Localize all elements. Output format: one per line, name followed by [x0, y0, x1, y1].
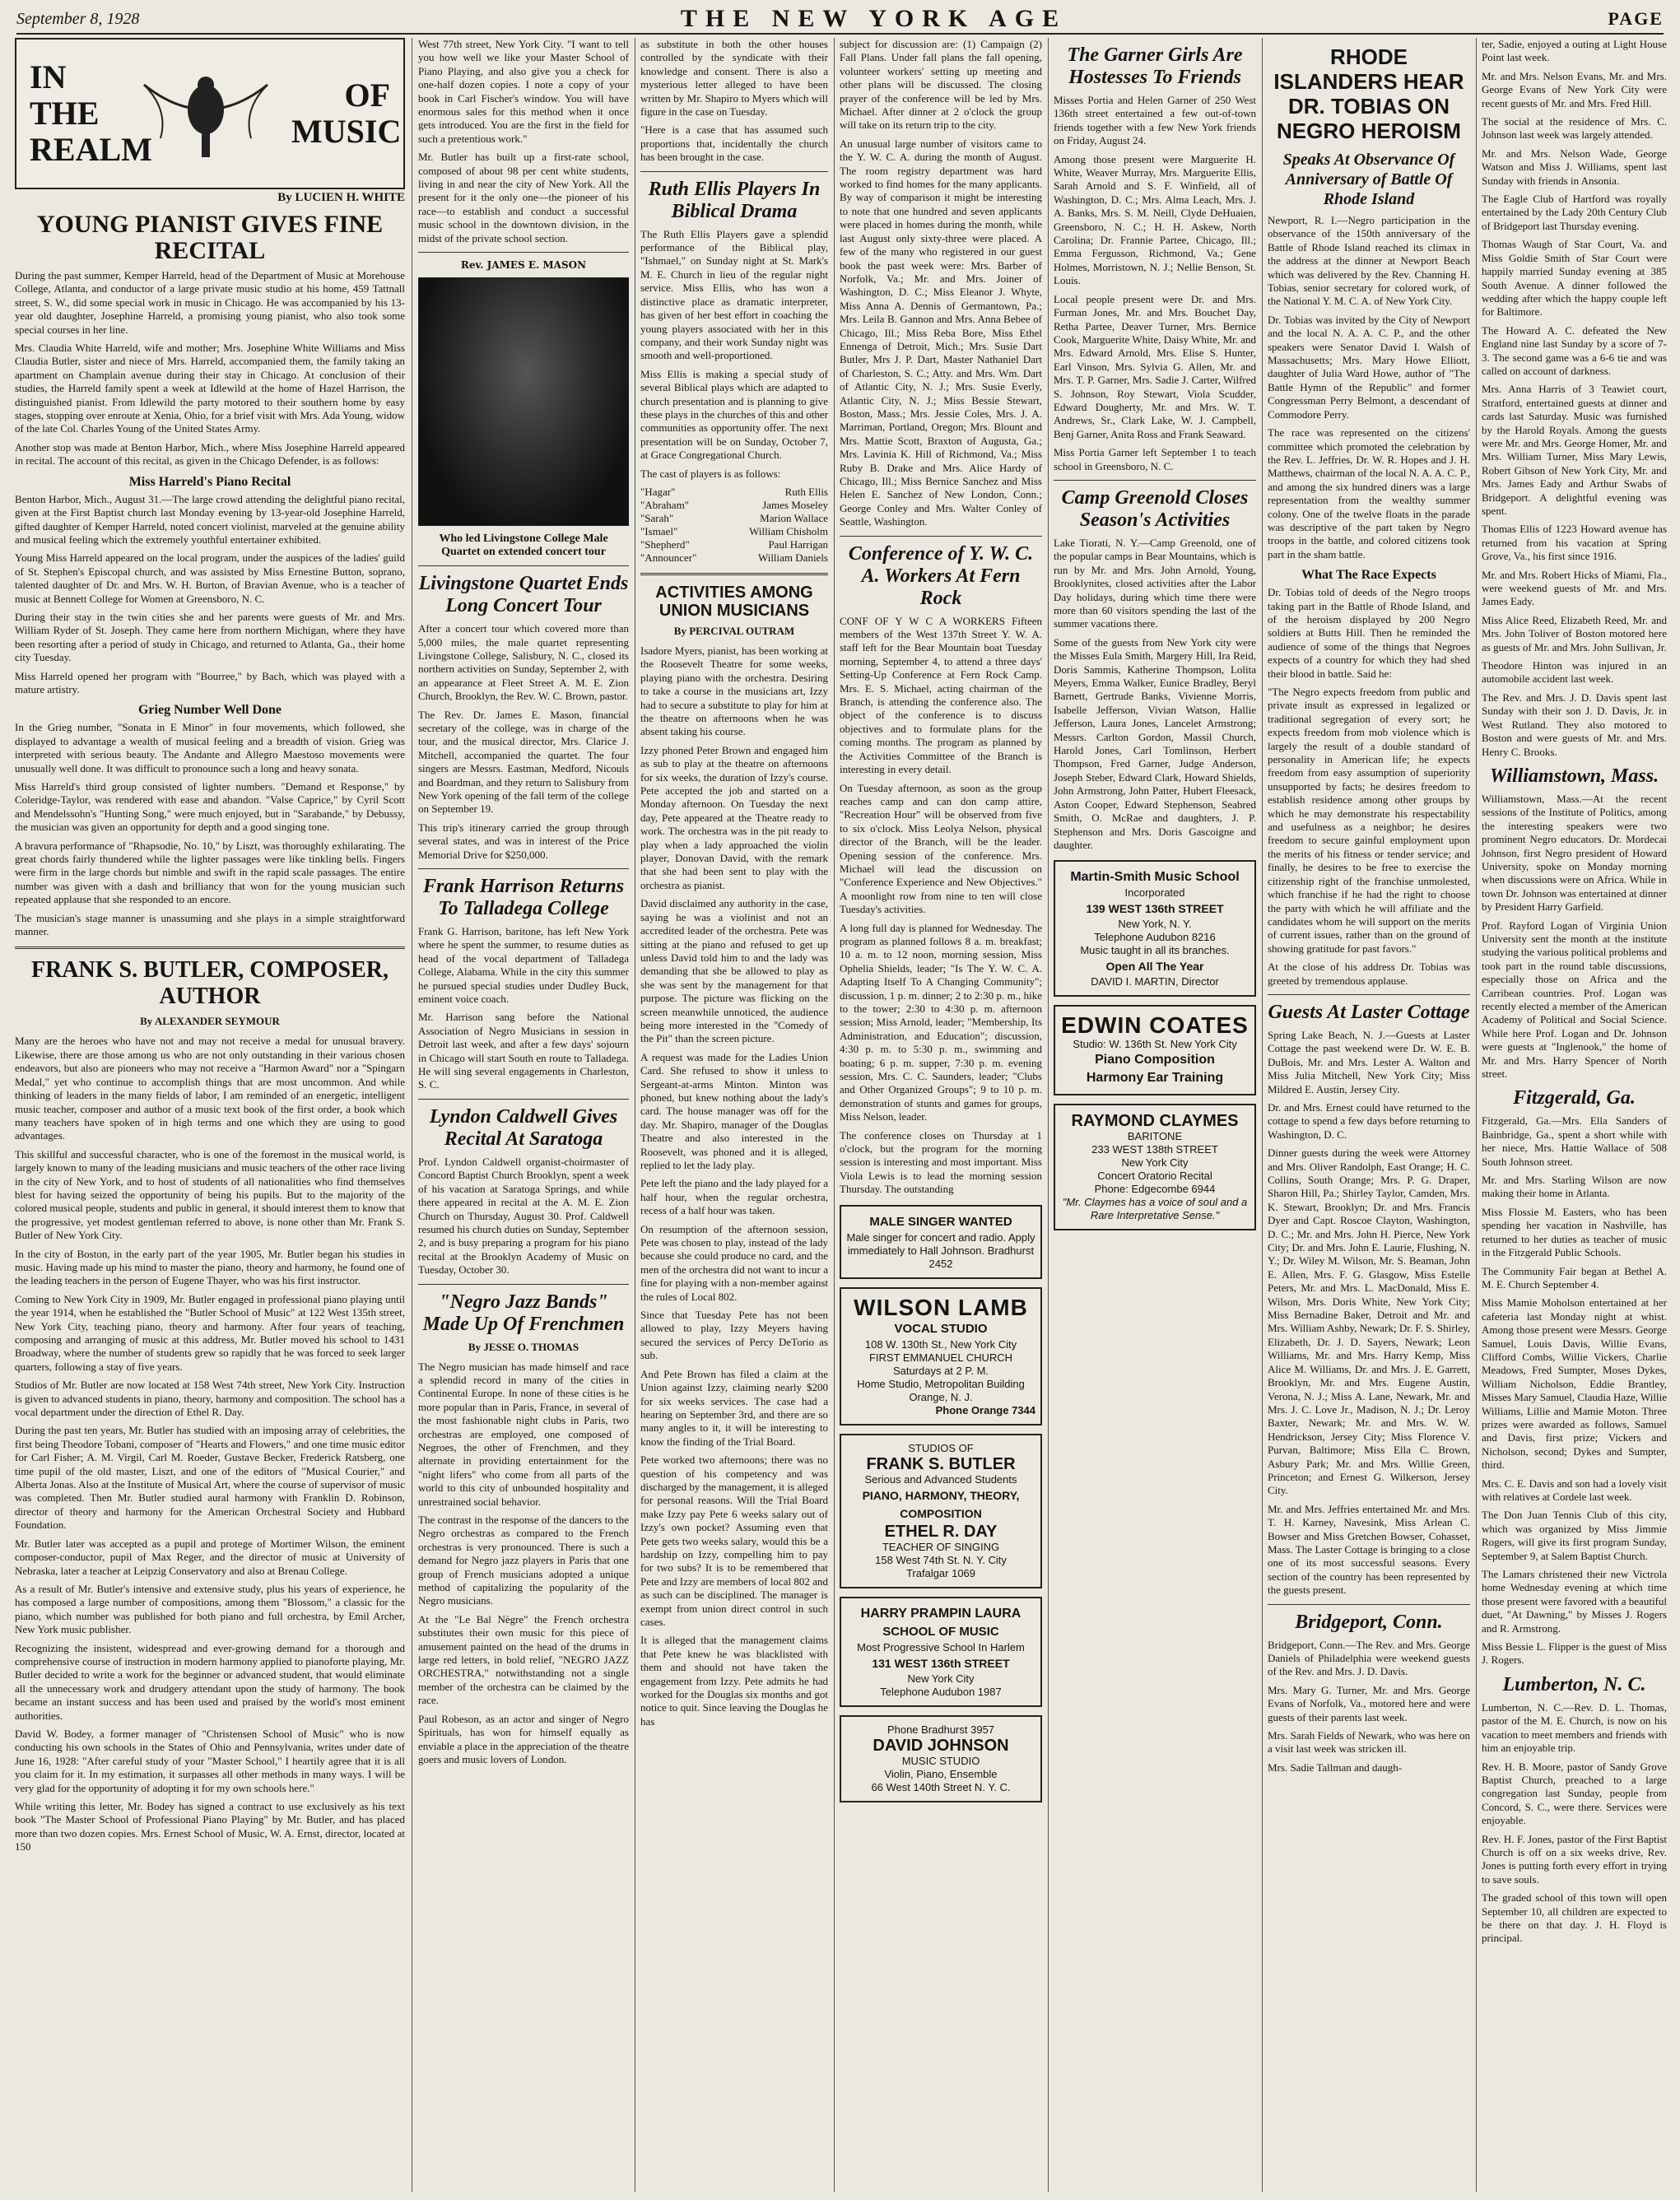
paragraph: Miss Portia Garner left September 1 to teach school in Greensboro, N. C. — [1054, 446, 1256, 472]
player: James Moseley — [762, 498, 828, 511]
paragraph: "Here is a case that has assumed such proportions that, incidentally the church has been brought in the case. — [640, 123, 828, 164]
paragraph: David W. Bodey, a former manager of "Christensen School of Music" who is now conducting his own schools in the States of Ohio and Pennsylvania, writes under date of June 16, 1928: "After careful study of your "Master School," I heartily agree that it is all you claim for it. In my estimation, it surpasses all other methods in many ways. I will be very glad for the opportunity of adopting it for my own schools here." — [15, 1727, 405, 1794]
role: "Announcer" — [640, 551, 697, 564]
divider — [418, 868, 629, 869]
divider — [418, 1099, 629, 1100]
headline: Bridgeport, Conn. — [1295, 1611, 1443, 1633]
role: "Ismael" — [640, 524, 678, 537]
byline: By ALEXANDER SEYMOUR — [140, 1015, 280, 1028]
role: "Sarah" — [640, 511, 674, 524]
ad-prampin — [840, 1597, 1042, 1707]
paragraph: Misses Portia and Helen Garner of 250 West 136th street entertained a few out-of-town friends together with a few New York friends on Friday, August 24. — [1054, 94, 1256, 147]
ad-line: ETHEL R. DAY — [884, 1522, 998, 1541]
ad-title: MALE SINGER WANTED — [869, 1214, 1012, 1229]
column-6 — [1268, 38, 1470, 2192]
paragraph: At the "Le Bal Nègre" the French orchestra substitutes their own music for this piece of amusement painted on the head of the drums in large red letters, in bold relief, "NEGRO JAZZ ORCHESTRA," notwithstanding not a single member of the orchestra can be claimed by the race. — [418, 1612, 629, 1707]
ad-line: 233 WEST 138th STREET — [1091, 1143, 1218, 1156]
player: Paul Harrigan — [768, 537, 828, 551]
ad-frank-butler — [840, 1434, 1042, 1588]
paragraph: The Community Fair began at Bethel A. M. E. Church September 4. — [1482, 1264, 1667, 1291]
headline: Livingstone Quartet Ends Long Concert Tour — [418, 573, 629, 617]
paragraph: Miss Harreld's third group consisted of lighter numbers. "Demand et Response," by Coleridge-Taylor, was rendered with ease and abandon. "Valse Caprice," by Cyril Scott and Mendelssohn's "Hunting Song," were much enjoyed, but in "Sarabande," by Debussy, the musician was given an opportunity for depth and a good singing tone. — [15, 780, 405, 834]
byline: By LUCIEN H. WHITE — [277, 191, 405, 204]
headline: Conference of Y. W. C. A. Workers At Fern Rock — [848, 542, 1034, 609]
paragraph: as substitute in both the other houses controlled by the syndicate with their knowledge and consent. There is also a mysterious letter alleged to have been written by Mr. Shapiro to Myers which will figure in the case on Tuesday. — [640, 38, 828, 119]
ad-line: Concert Oratorio Recital — [1097, 1170, 1212, 1183]
headline: The Garner Girls Are Hostesses To Friends — [1067, 44, 1243, 88]
paragraph: Mr. Harrison sang before the National Association of Negro Musicians in session in Detroit last week, and after a few days' sojourn in Chicago will start South en route to Talladega. He will sing several engagements in Charleston, S. C. — [418, 1011, 629, 1091]
paragraph: Mrs. Claudia White Harreld, wife and mother; Mrs. Josephine White Williams and Miss Claudia Butler, sister and niece of Mrs. Harreld, accompanied them, the family taking an apartment on Champlain avenue during their stay in Chicago. At conclusion of their studies, the Harreld family spent a week at Idlewild at the home of Hazel Harrison, the distinguished pianist. From Idlewild the party motored to their southern home by easy stages, stopping over enroute at Xenia, Ohio, for a brief visit with Mrs. Ada Young, widow of the late Col. Charles Young of the United States Army. — [15, 342, 405, 435]
paragraph: The contrast in the response of the dancers to the Negro orchestras as compared to the French orchestras is very pronounced. There is such a demand for Negro jazz players in Paris that one group of French musicians adopted a unique method of capitalizing the popularity of the Negro musicians. — [418, 1514, 629, 1607]
divider — [640, 171, 828, 172]
paragraph: During the past ten years, Mr. Butler has studied with an imposing array of celebrities, the first being Theodore Tobani, composer of "Hearts and Flowers," and one time music editor for Carl Fisher; A. M. Virgil, Carl M. Roeder, Gustave Becker, Frederick Ratsberg, one time pupil of the old master, Liszt, and one of the editors of "Musical Courier," and Alberta Jonas. Also at the Institute of Musical Art, where the course of supervisor of music was completed. Then Mr. Butler studied aural harmony with Franklin D. Robinson, director of theory and harmony for the American Orchestral Society and Hubbard Foundation. — [15, 1424, 405, 1532]
paragraph: After a concert tour which covered more than 5,000 miles, the male quartet representing Livingstone College, Salisbury, N. C., closed its northern activities on Sunday, September 2, with an appearance at Fleet Street A. M. E. Zion Church, Brooklyn, the Rev. W. C. Brown, pastor. — [418, 622, 629, 703]
paragraph: The social at the residence of Mrs. C. Johnson last week was largely attended. — [1482, 115, 1667, 142]
ad-line: Saturdays at 2 P. M. — [892, 1364, 989, 1377]
ad-line: FIRST EMMANUEL CHURCH — [868, 1351, 1013, 1364]
headline: YOUNG PIANIST GIVES FINE RECITAL — [36, 211, 384, 264]
role: "Hagar" — [640, 485, 676, 498]
ad-line: STUDIOS OF — [908, 1441, 974, 1454]
column-7 — [1482, 38, 1667, 2192]
paragraph: Mrs. Sadie Tallman and daugh- — [1268, 1760, 1403, 1774]
paragraph: Mrs. Anna Harris of 3 Teawiet court, Stratford, entertained guests at dinner and cards last Saturday. Music was furnished by the Harold Royals. Among the guests were Mr. and Mrs. George Homer, Mr. and Mrs. William Turner, Miss Mary Lewis, Robert Gibson of New York City, Mr. and Mrs. James Eady and Arthur Swabs of Bridgeport. A delightful evening was spent. — [1482, 383, 1667, 517]
ad-line: MUSIC STUDIO — [901, 1754, 980, 1767]
player: William Daniels — [757, 551, 828, 564]
byline: By PERCIVAL OUTRAM — [673, 624, 795, 637]
column-2 — [418, 38, 629, 2192]
paragraph: Williamstown, Mass.—At the recent sessions of the Institute of Politics, among the interesting speakers were two prominent Negro educators. Dr. Mordecai Johnson, first Negro president of Howard University, spoke on Monday morning when discussions were on Africa. While in town Dr. Johnson was entertained at dinner by President Harry Garfield. — [1482, 792, 1667, 914]
ad-wilson-lamb — [840, 1287, 1042, 1426]
ad-text: Male singer for concert and radio. Apply immediately to Hall Johnson. Bradhurst 2452 — [846, 1230, 1035, 1270]
headline: Fitzgerald, Ga. — [1513, 1087, 1636, 1109]
paragraph: Studios of Mr. Butler are now located at 158 West 74th street, New York City. Instruction is given to advanced students in piano, theory, harmony and composition. The school has a vocal department under the direction of Ethel R. Day. — [15, 1379, 405, 1419]
paragraph: Paul Robeson, as an actor and singer of Negro Spirituals, has won for himself equally as enviable a place in the appreciation of the theatre goers and music lovers of London. — [418, 1712, 629, 1765]
paragraph: Dr. Tobias told of deeds of the Negro troops taking part in the Battle of Rhode Island, and of the heroism displayed by 200 Negro soldiers at Butts Hill. Then he reminded the audience of some of the things that Negroes expects of a country for which they had shed their blood in battle. Said he: — [1268, 586, 1470, 680]
subhead: What The Race Expects — [1301, 568, 1436, 583]
ad-title: DAVID JOHNSON — [873, 1736, 1009, 1755]
ad-line: New York City — [1121, 1156, 1189, 1170]
divider — [640, 573, 828, 575]
headline: Frank Harrison Returns To Talladega College — [422, 876, 625, 919]
music-column-banner — [15, 38, 405, 189]
paragraph: Since that Tuesday Pete has not been allowed to play, Izzy Meyers having secured the services of Percy DeTorio as sub. — [640, 1309, 828, 1362]
paragraph: A long full day is planned for Wednesday. The program as planned follows 8 a. m. breakfast; 10 a. m. to 12 noon, morning session, Miss Ophelia Shields, leader; "Is The Y. W. C. A. Adapting Itself To A Changing Community"; discussion, 1 p. m. dinner; 2 to 2:30 p. m., hike to the tower; 2:30 to 4:30 p. m. afternoon session; Miss Arnold, leader; "Membership, Its Administration, and Education"; discussion, 4:30 p. m. to 5:30 p. m., swimming and boating; 6 p. m. supper, 7:30 p. m. evening session, Mrs. C. C. Saunders, leader; "Clubs and Other Organized Groups"; 9 to 10 p. m. demonstration of stunts and games for groups, Miss Nelson, leader. — [840, 921, 1042, 1123]
paragraph: The race was represented on the citizens' committee which promoted the celebration by the Rev. L. Jeffries, Dr. W. R. Hopes and J. H. Matthews, chairman of the local N. A. A. C. P., and among the six hundred diners was a large representation from the wealthy summer colony. One of the twelve floats in the parade was descriptive of the part taken by Negro troops in the battle, and colored citizens took part in the sham battle. — [1268, 426, 1470, 560]
paragraph: Thomas Ellis of 1223 Howard avenue has returned from his vacation at Spring Grove, Va., his first since 1916. — [1482, 523, 1667, 563]
paragraph: Some of the guests from New York city were the Misses Eula Smith, Margery Hill, Ira Reid, Doris Sammis, Katherine Thompson, Lolita Meyers, Emma Walker, Eunice Bradley, Beryl Barnett, Gertrude Banks, Vivienne Morris, Isabelle Jefferson, Vivian Watson, Hallie Jefferson, Laura Jones, Lancelet Armstrong; Messrs. Carlton Gordon, Massil Church, Harold Jones, Carl Tomlinson, Herbert Thompson, Fred Garner, Judge Anderson, Joseph Steber, Edward Clark, Howard Shields, John Armstrong, John Patter, Hubert Fleesack, Aston Cooper, Edward Stephenson, Seabred Smith, O. McRae and daughters, J. P. Stephenson and Mrs. Doris Gascoigne and daughter. — [1054, 635, 1256, 851]
column-4 — [840, 38, 1042, 2192]
paragraph: As a result of Mr. Butler's intensive and extensive study, plus his years of experience, he has composed a large number of compositions, among them "Blossom," a classic for the piano, which number was published for both piano and full orchestra, by Emil Archer, New York music publisher. — [15, 1582, 405, 1636]
paragraph: Mr. and Mrs. Nelson Wade, George Watson and Miss J. Williams, spent last Sunday with friends in Ansonia. — [1482, 147, 1667, 187]
ad-line: Studio: W. 136th St. New York City — [1073, 1038, 1237, 1051]
subhead: Grieg Number Well Done — [137, 703, 282, 718]
paragraph: Young Miss Harreld appeared on the local program, under the auspices of the ladies' guild of St. Stephen's Episcopal church, and was assisted by Miss Ernestine Button, soprano, talented daughter of Dr. and Mrs. W. H. Burton, of Bravian Avenue, who is a teacher of music at Bennett College for Women at Greensboro, N. C. — [15, 551, 405, 605]
headline: "Negro Jazz Bands" Made Up Of Frenchmen — [422, 1291, 625, 1335]
cast-row — [640, 486, 828, 499]
headline: Guests At Laster Cottage — [1268, 1001, 1470, 1023]
column-rule — [834, 38, 835, 2192]
divider — [1054, 480, 1256, 481]
paragraph: Benton Harbor, Mich., August 31.—The large crowd attending the delightful piano recital, given at the First Baptist church last Monday evening by 13-year-old Josephine Harreld, gifted daughter of Kemper Harreld, noted concert violinist, marveled at the genuine ability and musical feeling which the extremely youthful entertainer exhibited. — [15, 492, 405, 546]
headline: Camp Greenold Closes Season's Activities — [1061, 486, 1249, 531]
paragraph: This trip's itinerary carried the group through several states, and was in interest of the Price Memorial Drive for $250,000. — [418, 821, 629, 861]
paragraph: The cast of players is as follows: — [640, 467, 781, 480]
photo-name-label: Rev. JAMES E. MASON — [460, 259, 587, 272]
banner-right-text: OF MUSIC — [291, 77, 402, 150]
paragraph: Mrs. C. E. Davis and son had a lovely visit with relatives at Cordele last week. — [1482, 1477, 1667, 1503]
ad-title: Martin-Smith Music School — [1070, 870, 1240, 885]
column-rule — [1476, 38, 1477, 2192]
paragraph: Miss Harreld opened her program with "Bourree," by Bach, which was played with a mature artistry. — [15, 669, 405, 695]
cast-list — [640, 486, 828, 565]
photo-caption: Who led Livingstone College Male Quartet on extended concert tour — [439, 533, 608, 559]
column-rule — [1262, 38, 1263, 2192]
player: William Chisholm — [749, 524, 828, 537]
paragraph: Dr. and Mrs. Ernest could have returned to the cottage to spend a few days before returning to Washington, D. C. — [1268, 1100, 1470, 1141]
paragraph: Local people present were Dr. and Mrs. Furman Jones, Mr. and Mrs. Bouchet Day, Retha Partee, Deaver Turner, Mrs. Bernice Cook, Marguerite White, Daisy White, Mr. and Mrs. Edward Arnold, Mrs. Elise S. Hunter, Earl Vinson, Mrs. Sylvia G. Allen, Mr. and Mrs. T. P. Garner, Mrs. Sadie J. Carter, Wilfred S. Johnson, Roy Stewart, Viola Scudder, Edward Dougherty, Mr. and Mrs. W. T. Andrews, Sr., Clark Lake, W. J. Campbell, Benj Garner, Anita Ross and Frank Seaward. — [1054, 292, 1256, 440]
paragraph: Thomas Waugh of Star Court, Va. and Miss Goldie Smith of Star Court were happily married Sunday evening at 385 South Avenue. A dinner followed the wedding after which the happy couple left for Baltimore. — [1482, 238, 1667, 319]
paragraph: Among those present were Marguerite H. White, Weaver Murray, Mrs. Marguerite Ellis, Sarah Arnold and S. F. Winfield, all of Washington, D. C.; Mrs. Alma Leach, Mrs. J. A. Banks, Mrs. S. M. Neill, Clyde DeHuaien, Greensboro, N. C.; H. H. Askew, North Carolina; Dr. Frannie Partee, Chicago, Ill.; Emma Fergusson, Richmond, Va.; Gene Holmes, Morristown, N. J.; Nellie Benson, St. Louis. — [1054, 152, 1256, 287]
paragraph: Mr. and Mrs. Starling Wilson are now making their home in Atlanta. — [1482, 1174, 1667, 1200]
ad-line: DAVID I. MARTIN, Director — [1091, 975, 1219, 988]
paragraph: The Don Juan Tennis Club of this city, which was organized by Miss Jimmie Rogers, will give its first program Sunday, September 9, at Salem Baptist Church. — [1482, 1509, 1667, 1562]
ad-line: Piano Composition — [1095, 1053, 1215, 1067]
page-label: PAGE — [1608, 8, 1664, 29]
paragraph: Theodore Hinton was injured in an automobile accident last week. — [1482, 659, 1667, 686]
divider — [418, 1284, 629, 1285]
paragraph: A bravura performance of "Rhapsodie, No. 10," by Liszt, was thoroughly exhilarating. The great chords fairly thundered while the lighter passages were like tinkling bells. Fingers were firm in the large chords but nimble and swift in the rapid scale passages. The entire number was given with a dash and brilliancy that won for the young musician such repeated applause that she responded to an encore. — [15, 839, 405, 906]
issue-date: September 8, 1928 — [16, 9, 140, 28]
paragraph: Fitzgerald, Ga.—Mrs. Ella Sanders of Bainbridge, Ga., spent a short while with her niece, Mrs. Hattie Wallace of 508 South Johnson street. — [1482, 1114, 1667, 1168]
paragraph: Miss Ellis is making a special study of several Biblical plays which are adapted to church presentation and is planning to give these plays in the churches of this and other communities as opportunity offer. The next presentation will be on Sunday, October 7, at Grace Congregational Church. — [640, 367, 828, 462]
paragraph: The Ruth Ellis Players gave a splendid performance of the Biblical play, "Ishmael," on Sunday night at St. Mark's M. E. Church in lieu of the regular night service. Miss Ellis, who has won a distinctive place as dramatic interpreter, has given of her best effort in coaching the young players associated with her in this company, and their work Sunday night was smooth and well-proportioned. — [640, 227, 828, 362]
paragraph: Miss Mamie Moholson entertained at her cafeteria last Monday night at whist. Among those present were Messrs. George Samuel, Louis Davis, Willie Evans, Clifford Combs, Willie Vickers, Charlie Meadows, Fred Sumpter, Moses Dykes, William Nicholson, Eddie Brantley, Misses Mary Samuel, Claudia Haze, Willie Williams, Lillie and Mamie Moton. Three prizes were awarded as follows, Samuel and Davis, first prize; Vickers and Nicholson, second; Dykes and Sumpter, third. — [1482, 1296, 1667, 1472]
ad-martin-smith — [1054, 860, 1256, 997]
masthead — [16, 5, 1664, 35]
paragraph: An unusual large number of visitors came to the Y. W. C. A. during the month of August. The room registry department was hard worked to find homes for the many applicants. By way of comparison it might be interesting to note that one hundred and seven applicants were placed in homes during the month, while last August only sixty-three were placed. A few of the many who registered in our guest book the past week were: Mrs. Barber of Norfolk, Va.; Mr. and Mrs. Joiner of Washington, D. C.; Miss Eleanor J. Whyte, Miss Anna A. Dennis of Germantown, Pa.; Mrs. Leila B. Gannon and Mrs. Anna Bebee of Chicago, Ill.; Miss Reba Bore, Miss Ethel Ennenga of Detroit, Mich.; Mrs. Susie Dart Butler, Mrs J. P. Dart, Master Nathaniel Dart of Charleston, S. C.; Atty. and Mrs. Wm. Dart of Atlantic City, N. J.; Mrs. Susie Everly, Atlantic City, N. J.; Miss Bessie Stewart, Boston, Mass.; Mrs. Jessie Coles, Mrs. J. A. Marriman, Portland, Oregon; Mrs. Blount and Mrs. Mattie Scott, Braxton of Augusta, Ga.; Mrs. Lavinia K. Hill of Richmond, Va.; Miss Ruby B. Drake and Mrs. Alice Hardy of Chicago, Ill.; Miss Bernice Sanchez and Miss Helen E. Sanchez of New London, Conn.; George Conley and Mrs. Walter Conley of Seattle, Washington. — [840, 137, 1042, 528]
headline: FRANK S. BUTLER, COMPOSER, AUTHOR — [30, 957, 389, 1010]
paragraph: ter, Sadie, enjoyed a outing at Light House Point last week. — [1482, 38, 1667, 64]
paragraph: Dinner guests during the week were Attorney and Mrs. Oliver Randolph, East Orange; H. C. Collins, South Orange; Mrs. P. G. Draper, Sharon Hill, Pa.; Shirley Taylor, Camden, Mrs. K. Stewart, Brooklyn; Dr. and Mrs. Francis Dyer and Capt. Roscoe Clayton, Washington, D. C.; Mr. and Mrs. John H. Pierce, New York City; Dr. and Mrs. John E. Laurie, Flushing, N. Y.; Dr. Wiley M. Wilson, Mr. S. Beaman, John E. Allen, Mrs. F. G. Glasgow, Miss Estelle Peters, Mr. and Mrs. L. MacDonald, Miss E. Wilson, Mrs. Doris White, New York City; Miss Bernadine Baker, Detroit and Mr. and Mrs. William Ashby, Newark; Dr. F. S. Shirley, Elizabeth, Dr. J. D. Sayers, Newark; Leon Williams, Mr. and Mrs. Harry Kemp, Miss Alice M. Williams, Dr. and Mrs. J. E. Garrett, Brooklyn, Mr. and Mrs. Eugene Austin, Verona, N. J.; Miss A. Lane, Newark, Mr. and Mrs. J. C. Love Jr., Madison, N. J.; Dr. Leroy Baxter, Newark; Mr. and Mrs. W. W. Hendrickson, Jersey City; Miss Florence V. Purvan, Baltimore; Miss Ella C. Brown, Asbury Park; Mr. and Mrs. Willie Green, Princeton; and Ernest G. Wilkerson, Jersey City. — [1268, 1147, 1470, 1497]
cast-row — [640, 538, 828, 551]
paragraph: Recognizing the insistent, widespread and ever-growing demand for a thorough and comprehensive course of instruction in modern harmony applied to pianoforte playing, Mr. Butler decided to write a work for the beginner or advanced student, that would eliminate all the unnecessary work and drudgery attendant upon the study of harmony. The book became an instant success and has been used and praised by the world's most eminent authorities. — [15, 1641, 405, 1722]
paragraph: Newport, R. I.—Negro participation in the observance of the 150th anniversary of the Battle of Rhode Island reached its climax in the address at the dinner at Newport Beach which was delivered by the Rev. Channing H. Tobias, senior secretary for colored work, of the National Y. M. C. A. of New York City. — [1268, 214, 1470, 308]
headline: Speaks At Observance Of Anniversary of Battle Of Rhode Island — [1282, 151, 1455, 208]
paragraph: Mr. and Mrs. Jeffries entertained Mr. and Mrs. T. H. Karney, Navesink, Miss Arlean C. Bowser and Miss Gretchen Bowser, Cohasset, Mass. The Laster Cottage is bringing to a close one of its most successful seasons. Every section of the country has been represented by the guests present. — [1268, 1502, 1470, 1597]
paragraph: During the past summer, Kemper Harreld, head of the Department of Music at Morehouse College, Atlanta, and conductor of a large private music studio at his home, 459 Tattnall street, S. W., did some special work in music in Chicago. He was accompanied by his 13-year old daughter, Josephine Harreld, a promising young pianist, who also took some special courses in her line. — [15, 269, 405, 336]
paragraph: Prof. Rayford Logan of Virginia Union University sent the month at the institute studying the various political problems and took part in the round table discussions, especially those on Africa and the Carribean countries. Prof. Logan was recently elected a member of the American Academy of Political and Social Science. While here Prof. Logan and Dr. Johnson were guests at "Inglenook," the home of Mr. and Mrs. Harry Spencer of North street. — [1482, 919, 1667, 1081]
paragraph: This skillful and successful character, who is one of the foremost in the musical world, is largely known to many of the leading musicians and music teachers of the other race living in the city of New York, and to host of students of all nationalities who find themselves blest for having seized the opportunity of being his pupils. But to the majority of the colored musical people, students and public in general, it should interest them to know that the progressive, yet modest gentleman referred to above, is none other than Mr. Frank S. Butler of New York City. — [15, 1147, 405, 1242]
headline: ACTIVITIES AMONG UNION MUSICIANS — [655, 583, 813, 620]
paragraph: Rev. H. B. Moore, pastor of Sandy Grove Baptist Church, preached to a large congregation last Sunday, people from Concord, S. C., were there. Services were enjoyable. — [1482, 1760, 1667, 1827]
ad-line: New York, N. Y. — [1118, 918, 1192, 931]
paragraph: On Tuesday afternoon, as soon as the group reaches camp and can don camp attire, "Recreation Hour" will be observed from five to six o'clock. Miss Leolya Nelson, physical director of the Branch, will be the leader. Opening session of the conference. Mrs. Michael will lead the discussion on "Conference Experience and New Objectives." A moonlight row from nine to ten will close Tuesday's activities. — [840, 781, 1042, 916]
ad-line: PIANO, HARMONY, THEORY, COMPOSITION — [862, 1488, 1020, 1520]
paragraph: During their stay in the twin cities she and her parents were guests of Mr. and Mrs. William Ryder of St. Joseph. They came here from northern Michigan, where they have been resorting after a period of study in Chicago, and returned to Atlanta, Ga., their home city Tuesday. — [15, 610, 405, 664]
ad-line: Harmony Ear Training — [1086, 1071, 1224, 1086]
ad-line: "Mr. Claymes has a voice of soul and a Rare Interpretative Sense." — [1062, 1196, 1248, 1222]
subhead: Miss Harreld's Piano Recital — [128, 474, 291, 489]
paragraph: While writing this letter, Mr. Bodey has signed a contract to use exclusively as his text book "The Master School of Professional Piano Playing" by Mr. Butler, and has placed more than two dozen copies. Mrs. Ernest School of Music, W. A. Ernst, director, located at 150 — [15, 1800, 405, 1853]
paragraph: On resumption of the afternoon session, Pete was chosen to play, instead of the lady because she could produce no card, and the men of the orchestra did not want to incur a fine for playing with a non-member against the rules of Local 802. — [640, 1222, 828, 1303]
cast-row — [640, 551, 828, 565]
divider — [418, 252, 629, 253]
paragraph: Miss Bessie L. Flipper is the guest of Miss J. Rogers. — [1482, 1640, 1667, 1667]
paragraph: Mr. Butler has built up a first-rate school, composed of about 98 per cent white students, living in and near the city of New York. All the present for it the only one—the pioneer of his race—to establish and conduct a successful music school in the downtown division, in the midst of the private school section. — [418, 151, 629, 244]
paragraph: Coming to New York City in 1909, Mr. Butler engaged in professional piano playing until the year 1914, when he established the "Butler School of Music" at 122 West 135th street, New York City, teaching piano, theory and harmony. After four years of teaching, composing and arranging of music at this address, Mr. Butler moved his school to 1431 Broadway, where the number of students grew so rapidly that he was forced to seek larger quarters, following a stay of five years. — [15, 1292, 405, 1373]
role: "Abraham" — [640, 498, 689, 511]
paragraph: Another stop was made at Benton Harbor, Mich., where Miss Josephine Harreld appeared in recital. The account of this recital, as given in the Chicago Defender, is as follows: — [15, 440, 405, 467]
paragraph: The Lamars christened their new Victrola home Wednesday evening at which time those present were favored with a beautiful duet, "At Dawning," by Misses J. Rogers and R. Armstrong. — [1482, 1568, 1667, 1635]
column-rule — [1048, 38, 1049, 2192]
paragraph: And Pete Brown has filed a claim at the Union against Izzy, claiming nearly $200 for six weeks services. The case had a hearing on September 3rd, and there are so many angles to it, it will be interesting to know the finding of the Trial Board. — [640, 1367, 828, 1448]
cast-row — [640, 512, 828, 525]
paragraph: Bridgeport, Conn.—The Rev. and Mrs. George Daniels of Philadelphia were weekend guests of the Rev. and Mrs. J. D. Davis. — [1268, 1638, 1470, 1678]
paragraph: The graded school of this town will open September 10, all children are expected to be there on that day. J. H. Floyd is principal. — [1482, 1891, 1667, 1945]
column-1 — [15, 38, 405, 2192]
headline: Lumberton, N. C. — [1502, 1673, 1646, 1695]
ad-line: Home Studio, Metropolitan Building — [857, 1377, 1025, 1390]
column-5 — [1054, 38, 1256, 2192]
player: Ruth Ellis — [784, 485, 828, 498]
paragraph: Lake Tiorati, N. Y.—Camp Greenold, one of the popular camps in Bear Mountains, which is run by Mr. and Mrs. John Arnold, Young, Brooklynites, closed activities after the Labor Day holidays, during which time there were more than 60 visitors spending the last of the summer vacations there. — [1054, 536, 1256, 630]
ad-line: Telephone Audubon 8216 — [1094, 931, 1216, 944]
headline: Lyndon Caldwell Gives Recital At Saratoga — [429, 1105, 618, 1150]
ad-line: Orange, N. J. — [909, 1390, 973, 1403]
ad-raymond-claymes — [1054, 1104, 1256, 1230]
ad-title: FRANK S. BUTLER — [866, 1454, 1016, 1473]
paragraph: Rev. H. F. Jones, pastor of the First Baptist Church is off on a six weeks drive, Rev. Jones is putting forth every effort in trying to save souls. — [1482, 1832, 1667, 1886]
paragraph: Mr. and Mrs. Nelson Evans, Mr. and Mrs. George Evans of New York City were recent guests of Mr. and Mrs. Fred Hill. — [1482, 69, 1667, 109]
paragraph: Many are the heroes who have not and may not receive a medal for unusual bravery. Likewise, there are those among us who are not only outstanding in their various chosen endeavors, but also are pioneers who may not receive a "Harmon Award" nor a "Spingarn Medal," yet who continue to accomplish things that are most uncommon. And while thinking of leaders in the many fields of labor, I am reminded of an energetic, intelligent music teacher, composer and author of a music text book of the first order, a book which many teachers have spoken of in high terms and one which they are using to good advantages. — [15, 1035, 405, 1142]
cast-row — [640, 525, 828, 538]
ad-line: Trafalgar 1069 — [905, 1566, 976, 1579]
paragraph: Pete worked two afternoons; there was no question of his competency and was discharged by the management, it is alleged for personal reasons. Will the Trial Board make Izzy pay Pete 6 weeks salary out of Izzy's own pocket? Assuming even that Pete gets two weeks salary, would this be a hardship on Izzy, compelling him to pay for two subs? It is to be remembered that Pete and Izzy are members of local 802 and as such can be disciplined. The manager is exempt from union direct control in such cases. — [640, 1453, 828, 1628]
ad-title: RAYMOND CLAYMES — [1071, 1112, 1239, 1131]
byline: By JESSE O. THOMAS — [468, 1340, 579, 1353]
ad-edwin-coates — [1054, 1005, 1256, 1095]
ad-title: HARRY PRAMPIN LAURA — [860, 1606, 1021, 1621]
divider — [1268, 994, 1470, 995]
paragraph: The Rev. and Mrs. J. D. Davis spent last Sunday with their son J. D. Davis, Jr. in West Rutland. They also motored to Boston and were guests of Mr. and Mrs. Henry C. Brooks. — [1482, 691, 1667, 758]
ad-line: Serious and Advanced Students — [864, 1472, 1017, 1486]
ad-line: SCHOOL OF MUSIC — [882, 1624, 999, 1639]
paragraph: The conference closes on Thursday at 1 o'clock, but the program for the morning session is interesting and most important. Miss Viola Lewis is to lead the morning session Thursday. The outstanding — [840, 1128, 1042, 1196]
ad-line: 131 WEST 136th STREET — [872, 1656, 1010, 1670]
paragraph: Mr. and Mrs. Robert Hicks of Miami, Fla., were weekend guests of Mr. and Mrs. James Eady. — [1482, 568, 1667, 608]
paper-title: THE NEW YORK AGE — [680, 5, 1068, 32]
paragraph: "The Negro expects freedom from public and private insult as expressed in legalized or traditional segregation of every sort; he expects freedom from mob violence which is largely the result of a double standard of personality in American life; he expects freedom from easy assumption of superiority unsupported by facts; he desires freedom to establish residence among other groups by which he may demonstrate his respectability and usefulness as a neighbor; he desires freedom to secure gainful employment upon the merits of his fitness or tender service; and finally, he desires to be free to exercise the citizenship right of the franchise unmolested, which franchise if he had the right to choose the party with which he will affiliate and the candidates whom he will support on the merits of current issues, rather than on the ground of showing gratitude for past favors." — [1268, 686, 1470, 955]
divider — [1268, 1604, 1470, 1605]
headline: Ruth Ellis Players In Biblical Drama — [648, 178, 821, 222]
ad-line: Phone Orange 7344 — [935, 1403, 1035, 1416]
player: Marion Wallace — [760, 511, 828, 524]
paragraph: David disclaimed any authority in the case, saying he was a violinist and not an accredited leader of the orchestra. Pete was sitting at the piano and refused to get up unless David told him to and the lady was demanding that she be allowed to play as she was sent by the management for that purpose. The picture was flicking on the screen meanwhile unnoticed, the audience being more interested in the "Comedy of the Pit" than the screen picture. — [640, 897, 828, 1045]
paragraph: Isadore Myers, pianist, has been working at the Roosevelt Theatre for some weeks, playing piano with the orchestra. Desiring to take a course in the musicians art, Izzy had to secure a substitute to play for him at the theatre on afternoons when he was absent taking his course. — [640, 644, 828, 738]
ad-line: 108 W. 130th St., New York City — [864, 1337, 1017, 1351]
ad-line: Most Progressive School In Harlem — [857, 1640, 1025, 1653]
paragraph: The Howard A. C. defeated the New England nine last Sunday by a score of 7-3. The second game was a 6-6 tie and was called on account of darkness. — [1482, 323, 1667, 377]
headline: Williamstown, Mass. — [1489, 765, 1659, 787]
ad-line: BARITONE — [1127, 1130, 1183, 1143]
column-3 — [640, 38, 828, 2192]
lyre-ornament-icon — [136, 60, 276, 167]
ad-david-johnson — [840, 1715, 1042, 1802]
paragraph: Dr. Tobias was invited by the City of Newport and the local N. A. A. C. P., and the other speakers were Senator David I. Walsh of Massachusetts; Mrs. Mary Howe Elliott, daughter of Julia Ward Howe, author of "The Battle Hymn of the Republic" and former Congressman Perry Belmont, a descendant of Commodore Perry. — [1268, 313, 1470, 421]
paragraph: Frank G. Harrison, baritone, has left New York where he spent the summer, to resume duties as head of the vocal department of Talladega College, Alabama. While in the city this summer he pursued special studies under Dudley Buck, eminent voice coach. — [418, 925, 629, 1006]
paragraph: subject for discussion are: (1) Campaign (2) Fall Plans. Under fall plans the fall opening, volunteer workers' setting up meeting and other plans will be discussed. The closing prayer of the conference will be led by Mrs. Michael. After dinner at 2 o'clock the group will take on its return trip to the city. — [840, 38, 1042, 132]
paragraph: Mr. Butler later was accepted as a pupil and protege of Mortimer Wilson, the eminent composer-conductor, pupil of Max Reger, and the director of music at University of Nebraska, later a teacher at Leipzig Conservatory and also at Brenau College. — [15, 1537, 405, 1577]
divider — [840, 536, 1042, 537]
paragraph: In the Grieg number, "Sonata in E Minor" in four movements, which followed, she displayed to advantage a wealth of musical feeling and a breadth of vision. Grieg was interpreted with serious beauty. The Andante and Allegro Maestoso movements were unusually well done. It was difficult to pronounce such a long and heavy sonata. — [15, 721, 405, 774]
ad-line: Music taught in all its branches. — [1080, 944, 1230, 957]
divider — [15, 947, 405, 949]
ad-line: Phone Bradhurst 3957 — [887, 1723, 995, 1736]
headline: RHODE ISLANDERS HEAR DR. TOBIAS ON NEGRO HEROISM — [1273, 44, 1464, 143]
paragraph: Pete left the piano and the lady played for a half hour, when the regular orchestra, recess of a half hour was taken. — [640, 1177, 828, 1217]
banner-left-text: IN THE REALM — [30, 58, 152, 168]
ad-line: Incorporated — [1124, 886, 1185, 900]
paragraph: A request was made for the Ladies Union Card. She refused to show it unless to Sergeant-at-arms Minton. Minton was phoned, but knew nothing about the lady's card. The house manager was off for the day. Mr. Shapiro, manager of the Douglas Theatre and also interested in the Roosevelt, was phoned and it is alleged, replied to let the lady play. — [640, 1050, 828, 1171]
paragraph: Mrs. Sarah Fields of Newark, who was here on a visit last week was stricken ill. — [1268, 1729, 1470, 1756]
portrait-photo — [418, 277, 629, 526]
ad-title: EDWIN COATES — [1061, 1012, 1249, 1039]
paragraph: At the close of his address Dr. Tobias was greeted by tremendous applause. — [1268, 960, 1470, 987]
paragraph: The Negro musician has made himself and race a splendid record in many of the cities in Continental Europe. In none of these cities is he more popular than in Paris, France, in several of the most fashionable night clubs in Paris, two orchestras are employed, one composed of Negroes, the other of Frenchmen, and they alternate in providing entertainment for the "night lifers" who come from all parts of the world to this city of unbounded hospitality and unrestrained social behavior. — [418, 1360, 629, 1508]
ad-line: 158 West 74th St. N. Y. City — [875, 1553, 1007, 1566]
ad-title: WILSON LAMB — [854, 1294, 1028, 1320]
paragraph: It is alleged that the management claims that Pete knew he was blacklisted with them and should not have taken the engagement from Izzy. Pete admits he had worked for the Douglas six months and got notice to quit. Since leaving the Douglas he has — [640, 1634, 828, 1728]
ad-line: New York City — [907, 1672, 975, 1685]
ad-line: 139 WEST 136th STREET — [1086, 902, 1224, 916]
ad-line: TEACHER OF SINGING — [882, 1540, 1000, 1553]
ad-line: Telephone Audubon 1987 — [880, 1685, 1002, 1698]
ad-line: Open All The Year — [1105, 960, 1204, 974]
paragraph: CONF OF Y W C A WORKERS Fifteen members of the West 137th Street Y. W. A. staff left for the Bear Mountain boat Tuesday morning, September 4, to attend a three days' Setting-Up Conference at Fern Rock Camp. Mrs. E. S. Michael, acting chairman of the Branch, is attending the conference also. The object of the conference is to discuss objectives and to formulate plans for the coming months. The program as planned by the Activities Committee of the Branch is interesting in every detail. — [840, 614, 1042, 776]
paragraph: Izzy phoned Peter Brown and engaged him as sub to play at the theatre on afternoons for six weeks, the duration of Izzy's course. Pete accepted the job and started on a Monday afternoon. On Tuesday the next day, Pete appeared at the Theatre ready to work. The orchestra was in the pit ready to play when a lady approached the violin player, Donovan David, with the remark that she had been sent to play with the orchestra as pianist. — [640, 743, 828, 891]
divider — [418, 565, 629, 566]
ad-line: Phone: Edgecombe 6944 — [1094, 1183, 1216, 1196]
paragraph: The musician's stage manner is unassuming and she plays in a simple straightforward manner. — [15, 911, 405, 938]
cast-row — [640, 499, 828, 512]
paragraph: Miss Flossie M. Easters, who has been spending her vacation in Nashville, has returned to her duties as teacher of music in the Fitzgerald Public Schools. — [1482, 1205, 1667, 1259]
ad-line: Violin, Piano, Ensemble — [884, 1767, 998, 1780]
paragraph: Prof. Lyndon Caldwell organist-choirmaster of Concord Baptist Church Brooklyn, spent a week of his vacation at Saratoga Springs, and while there appeared in recital at the A. M. E. Zion Church on Thursday, August 30. Prof. Caldwell resumed his church duties on Sunday, September 2, and is busy preparing a program for his piano recital at the Brooklyn Academy of Music on Tuesday, October 30. — [418, 1155, 629, 1277]
paragraph: Miss Alice Reed, Elizabeth Reed, Mr. and Mrs. John Toliver of Boston motored here as guests of Mr. and Mrs. John Sullivan, Jr. — [1482, 613, 1667, 653]
paragraph: The Eagle Club of Hartford was royally entertained by the Lady 20th Century Club of Bridgeport last Thursday evening. — [1482, 193, 1667, 232]
paragraph: The Rev. Dr. James E. Mason, financial secretary of the college, was in charge of the tour, and the musical director, Mrs. Clarice J. Mitchell, accompanied the quartet. The four singers are Messrs. Eastman, Medford, Nicouls and Boardman, and they return to Salisbury from New York opening of the fall term of the college on September 19. — [418, 708, 629, 816]
paragraph: In the city of Boston, in the early part of the year 1905, Mr. Butler began his studies in music. Having made up his mind to master the piano, theory and harmony, he found one of the leading teachers in the person of Eugene Thayer, who was his first instructor. — [15, 1247, 405, 1287]
paragraph: West 77th street, New York City. "I want to tell you how well we like your Master School of Piano Playing, and also give you a check for one-half dozen copies. I note a copy of your book in Carl Fischer's window. You will have enormous sales for this method when it once gets introduced. You are the first in the field for such a pretentious work." — [418, 38, 629, 145]
paragraph: Lumberton, N. C.—Rev. D. L. Thomas, pastor of the M. E. Church, is now on his vacation to meet members and friends with him an enjoyable trip. — [1482, 1700, 1667, 1755]
paragraph: Mrs. Mary G. Turner, Mr. and Mrs. George Evans of Norfolk, Va., motored here and were guests of their parents last week. — [1268, 1683, 1470, 1723]
ad-line: 66 West 140th Street N. Y. C. — [871, 1780, 1011, 1793]
role: "Shepherd" — [640, 537, 690, 551]
ad-line: VOCAL STUDIO — [894, 1321, 988, 1336]
paragraph: Spring Lake Beach, N. J.—Guests at Laster Cottage the past weekend were Dr. W. E. B. DuBois, Mr. and Mrs. Lester A. Walton and Miss Julia Mitchell, New York City; Miss Mildred E. Austin, Jersey City. — [1268, 1028, 1470, 1095]
ad-male-singer — [840, 1205, 1042, 1279]
